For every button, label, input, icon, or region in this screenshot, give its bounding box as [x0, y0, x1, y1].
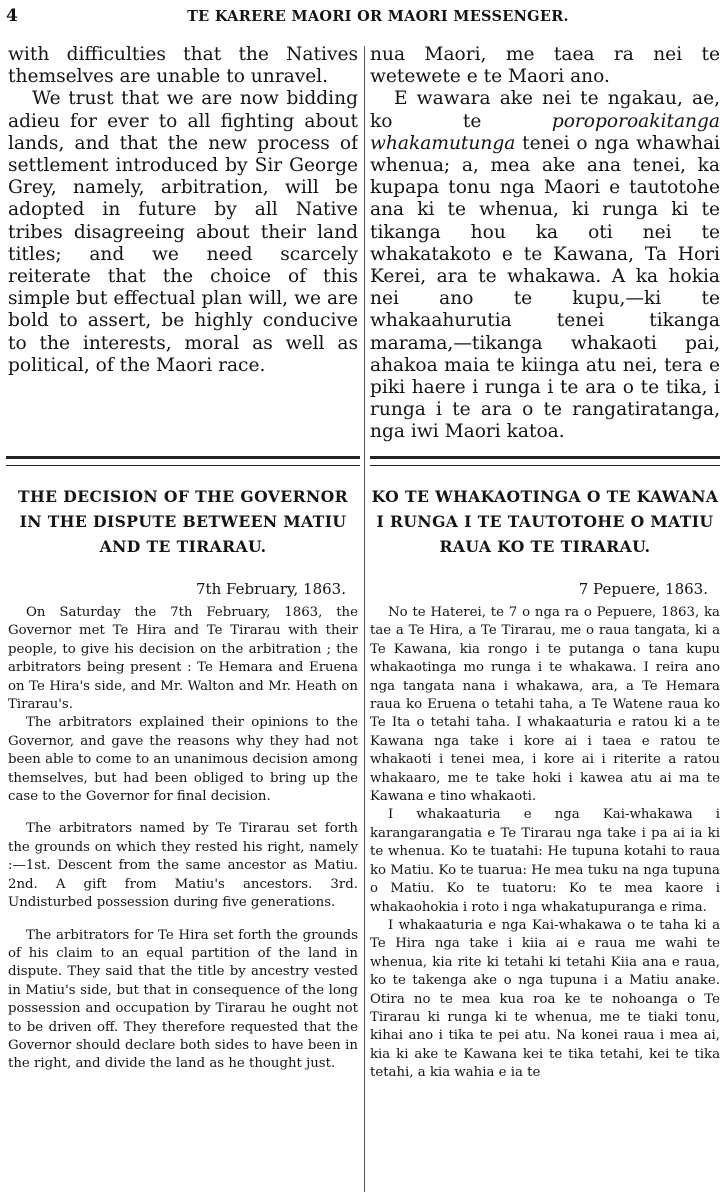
article-paragraph: I whakaaturia e nga Kai-whakawa i karangarangatia e Te Tirarau nga take i pa ai ia ki te whenua. Ko te tuatahi: He tupuna kotahi to raua ko Matiu. Ko te tuarua: He mea tuku na nga tupuna o Matiu. Ko te tuatoru: Ko te mea kaore i whakaohokia i roto i nga whakatupuranga e rima.: [370, 807, 720, 915]
page-header: [0, 4, 726, 34]
left-lead-text: [8, 44, 358, 444]
article-paragraph: I whakaaturia e nga Kai-whakawa o te taha ki a Te Hira nga take i kiia ai e raua me wahi te whenua, kia rite ki tetahi ki tetahi Kiia ana e raua, ko te takenga ake o nga tupuna i a Matiu anake. Otira no te mea kua roa ke te nohoanga o Te Tirarau ki runga ki te whenua, me te tiaki tonu, kihai ano i tika te pei atu. Na konei raua i mea ai, kia ki ake te Kawana kei te tika tetahi, kei te tika tetahi, a kia wahia e ia te: [370, 917, 720, 1081]
left-lead-paragraph: We trust that we are now bidding adieu for ever to all fighting about lands, and that the new process of settlement introduced by Sir George Grey, namely, arbitration, will be adopted in future by all Native tribes disagreeing about their land titles; and we need scarcely reiterate that the choice of this simple but effectual plan will, we are bold to assert, be highly conducive to the interests, moral as well as political, of the Maori race.: [8, 88, 358, 376]
article-date-maori: 7 Pepuere, 1863.: [578, 580, 708, 598]
page-number: 4: [6, 6, 18, 26]
article-paragraph: The arbitrators for Te Hira set forth the grounds of his claim to an equal partition of the land in dispute. They said that the title by ancestry vested in Matiu's side, but that in consequence of the long possession and occupation by Tirarau he ought not to be driven off. They therefore requested that the Governor should declare both sides to have been in the right, and divide the land as he thought just.: [8, 927, 358, 1072]
article-paragraph: No te Haterei, te 7 o nga ra o Pepuere, 1863, ka tae a Te Hira, a Te Tirarau, me o raua tangata, ki a Te Kawana, kia rongo i te putanga o tana kupu whakaotinga mo runga i te whakawa. I reira ano nga tangata nana i whakawa, ara, a Te Hemara raua ko Eruena o tetahi taha, a Te Watene raua ko Te Ita o tetahi taha. I whakaaturia e ratou ki a te Kawana nga take i kore ai i taea e ratou te whakaoti i tenei mea, i kore ai i riterite a ratou whakaaro, me te take hoki i kawea atu ai ma te Kawana e tino whakaoti.: [370, 605, 720, 805]
right-lead-text: [370, 44, 720, 444]
article-body-english: [8, 604, 358, 1192]
right-lead-paragraph: E wawara ake nei te ngakau, ae, ko te poroporoakitanga whakamutunga tenei o nga whawhai whenua; a, mea ake ana tenei, ka kupapa tonu nga Maori e tautotohe ana ki te whenua, ki runga ki te tikanga hou ka oti nei te whakatakoto e te Kawana, Ta Hori Kerei, ara te whakawa. A ka hokia nei ano te kupu,—ki te whakaahurutia tenei tikanga marama,—tikanga whakaoti pai, ahakoa maia te kiinga atu nei, tera e piki haere i runga i te ara o te tika, i runga i te ara o te rangatiratanga, nga iwi Maori katoa.: [370, 88, 720, 443]
article-date-english: 7th February, 1863.: [196, 580, 346, 598]
section-rule-right: [370, 456, 720, 466]
running-title: TE KARERE MAORI OR MAORI MESSENGER.: [187, 8, 569, 25]
article-heading-english: THE DECISION OF THE GOVERNOR IN THE DISPUTE BETWEEN MATIU AND TE TIRARAU.: [18, 487, 348, 556]
italic-phrase: poroporoakitanga whakamutunga: [370, 110, 720, 154]
section-rule-left: [6, 456, 360, 466]
article-body-maori: [370, 604, 720, 1192]
article-heading-maori: KO TE WHAKAOTINGA O TE KAWANA I RUNGA I TE TAUTOTOHE O MATIU RAUA KO TE TIRARAU.: [371, 487, 719, 556]
article-paragraph: The arbitrators explained their opinions to the Governor, and gave the reasons why they had not been able to come to an unanimous decision among themselves, but had been obliged to bring up the case to the Governor for final decision.: [8, 715, 358, 805]
column-divider: [364, 46, 365, 1192]
article-paragraph: The arbitrators named by Te Tirarau set forth the grounds on which they rested his right, namely :—1st. Descent from the same ancestor as Matiu. 2nd. A gift from Matiu's ancestors. 3rd. Undisturbed possession during five generations.: [8, 821, 358, 911]
left-lead-paragraph: with difficulties that the Natives themselves are unable to unravel.: [8, 44, 358, 88]
right-lead-paragraph: nua Maori, me taea ra nei te wetewete e te Maori ano.: [370, 44, 720, 88]
article-paragraph: On Saturday the 7th February, 1863, the Governor met Te Hira and Te Tirarau with their people, to give his decision on the arbitration ; the arbitrators being present : Te Hemara and Eruena on Te Hira's side, and Mr. Walton and Mr. Heath on Tirarau's.: [8, 605, 358, 713]
